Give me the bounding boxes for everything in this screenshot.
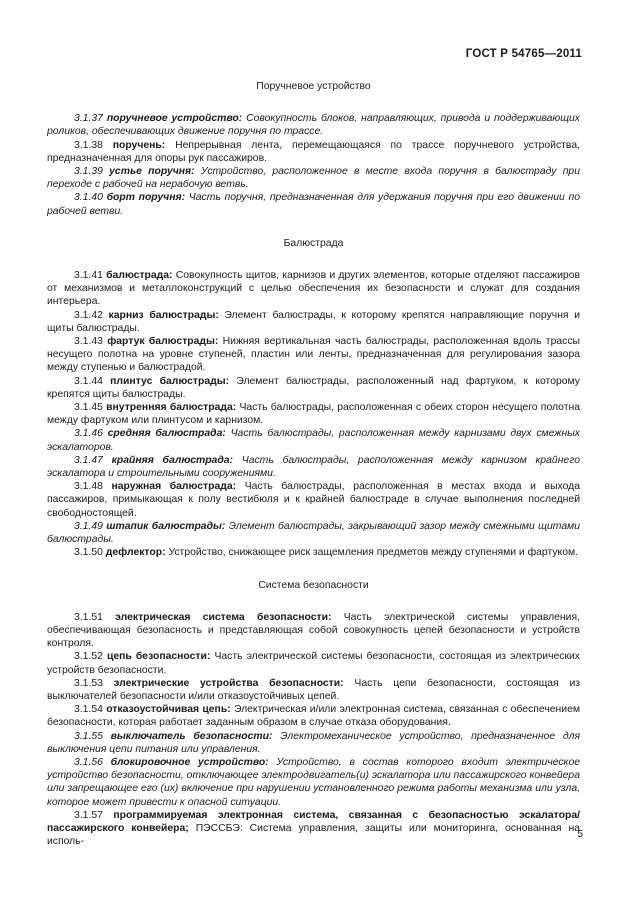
definition-text: Непрерывная лента, перемещающаяся по трассе поручневого устройства, предназначенная для опоры рук пассажиров.: [47, 139, 580, 164]
definition-term: электрические устройства безопасности:: [113, 677, 344, 689]
page-content: [47, 80, 580, 867]
definition-term: выключатель безопасности:: [110, 730, 273, 742]
definition-text: Элемент балюстрады, закрывающий зазор между смежными щитами балюстрады.: [47, 520, 580, 546]
definition-item: [47, 375, 580, 401]
definition-item: [47, 112, 580, 138]
section-heading: Балюстрада: [283, 237, 344, 249]
definition-text: Устройство, расположенное в месте входа поручня в балюстраду при переходе с рабочей на нерабочую ветвь.: [47, 166, 580, 191]
section-heading: Поручневое устройство: [256, 81, 371, 92]
definition-item: [47, 650, 580, 676]
definition-text: Электрическая и/или электронная система, связанная с обеспечением безопасности, которая работает заданным образом в случае отказа оборудования.: [47, 704, 580, 729]
definition-text: Совокупность щитов, карнизов и других элементов, которые отделяют пассажиров от механизмов и металлоконструкций с целью обеспечения их безопасности и служат для создания интерьера.: [47, 270, 581, 308]
definition-number: 3.1.54: [74, 704, 103, 716]
definition-term: крайняя балюстрада:: [111, 454, 233, 466]
definition-term: устье поручня:: [109, 166, 195, 178]
definition-text: Электромеханическое устройство, предназначенное для выключения цепи питания или управления.: [47, 730, 581, 755]
definition-text: Часть балюстрады, расположенная в местах входа и выхода пассажиров, примыкающая к полу вестибюля и к крайней балюстраде в случае выполнения последней свободностоящей.: [47, 481, 581, 519]
definition-term: наружная балюстрада:: [111, 481, 237, 493]
definition-number: 3.1.51: [74, 611, 103, 623]
definition-term: поручень:: [112, 139, 166, 151]
definition-term: плинтус балюстрады:: [110, 375, 230, 387]
definition-term: программируемая электронная система, связанная с безопасностью эскалатора/пассажирского конвейера;: [47, 809, 580, 834]
definition-number: 3.1.46: [74, 428, 103, 440]
definition-number: 3.1.45: [74, 402, 103, 414]
definition-item: [47, 269, 580, 309]
definition-text: Нижняя вертикальная часть балюстрады, расположенная вдоль трассы несущего полотна на уровне ступеней, пластин или ленты, предназначенная для регулирования зазора между ступенью и балюстрадой.: [47, 336, 580, 374]
definition-item: [47, 191, 580, 217]
definition-item: [47, 454, 580, 480]
definition-term: фартук балюстрады:: [107, 336, 219, 348]
section-safety-system: [47, 579, 580, 849]
definition-item: [47, 809, 580, 849]
section-handrail: [47, 80, 580, 218]
section-heading: Система безопасности: [258, 579, 369, 591]
definition-item: [47, 611, 580, 651]
definition-number: 3.1.39: [74, 166, 103, 178]
definition-text: Часть поручня, предназначенная для удержания поручня при его движении по рабочей ветви.: [47, 192, 580, 217]
definition-item: [47, 730, 580, 756]
definition-text: Совокупность блоков, направляющих, привода и поддерживающих роликов, обеспечивающих движение поручня по трассе.: [47, 113, 581, 138]
definition-number: 3.1.41: [74, 270, 103, 282]
definition-number: 3.1.43: [74, 336, 103, 348]
definition-number: 3.1.44: [74, 375, 103, 387]
definition-term: цепь безопасности:: [106, 651, 211, 663]
definition-number: 3.1.53: [74, 677, 103, 689]
definition-text: Часть балюстрады, расположенная с обеих сторон несущего полотна между фартуком или плинтусом и карнизом.: [47, 402, 580, 427]
definition-text: Часть балюстрады, расположенная между карнизом крайнего эскалатора и строительными сооружениями.: [47, 454, 580, 480]
definition-text: Устройство, снижающее риск защемления предметов между ступенями и фартуком.: [168, 547, 579, 559]
definition-number: 3.1.37: [74, 113, 103, 125]
definition-number: 3.1.40: [74, 192, 103, 204]
definition-item: [47, 756, 580, 809]
definition-item: [47, 546, 580, 559]
definition-item: [47, 401, 580, 427]
definition-item: [47, 309, 580, 335]
definition-term: борт поручня:: [106, 192, 186, 204]
definition-term: штапик балюстрады:: [106, 520, 226, 532]
definition-term: балюстрада:: [106, 270, 173, 282]
definition-number: 3.1.57: [74, 809, 103, 821]
definition-term: поручневое устройство:: [106, 113, 243, 125]
definition-number: 3.1.48: [74, 481, 103, 493]
definition-number: 3.1.38: [74, 139, 103, 151]
section-balustrade: [47, 237, 580, 560]
definition-number: 3.1.52: [74, 651, 103, 663]
definition-item: [47, 165, 580, 191]
definition-item: [47, 703, 580, 729]
definition-number: 3.1.50: [74, 547, 103, 559]
page-number: 5: [577, 829, 583, 840]
definition-text: Часть балюстрады, расположенная между карнизами двух смежных эскалаторов.: [47, 428, 581, 453]
standard-number: ГОСТ Р 54765—2011: [465, 48, 582, 60]
definition-text: Элемент балюстрады, расположенный над фартуком, к которому крепятся щиты балюстрады.: [47, 375, 580, 400]
definition-item: [47, 139, 580, 165]
definition-text: Часть электрической системы безопасности, состоящая из электрических устройств безопасности.: [47, 651, 580, 676]
definition-text: Часть электрической системы управления, обеспечивающая безопасность и представляющая собой совокупность цепей безопасности и устройств контроля.: [47, 611, 580, 650]
definition-number: 3.1.47: [74, 454, 103, 466]
definition-text: Устройство, в состав которого входит электрическое устройство безопасности, отключающее электродвигатель(и) эскалатора или пассажирского конвейера или запрещающее его (их) включение при нарушении установленного режима работы механизма или узла, которое может привести к опасной ситуации.: [47, 756, 581, 808]
definition-item: [47, 335, 580, 375]
definition-term: средняя балюстрада:: [107, 428, 226, 440]
definition-term: отказоустойчивая цепь:: [106, 704, 231, 716]
definition-term: блокировочное устройство:: [110, 756, 269, 768]
definition-text: ПЭССБЭ: Система управления, защиты или мониторинга, основанная на исполь-: [47, 822, 581, 848]
definition-text: Элемент балюстрады, к которому крепятся направляющие поручня и щиты балюстрады.: [47, 309, 580, 334]
definition-text: Часть цепи безопасности, состоящая из выключателей безопасности и/или отказоустойчивых цепей.: [47, 677, 581, 702]
definition-number: 3.1.42: [74, 309, 103, 321]
definition-item: [47, 520, 580, 546]
definition-number: 3.1.55: [74, 730, 103, 742]
definition-item: [47, 677, 580, 703]
definition-term: электрическая система безопасности:: [115, 611, 332, 623]
definition-item: [47, 480, 580, 520]
definition-term: дефлектор:: [105, 547, 166, 559]
definition-item: [47, 427, 580, 453]
definition-term: внутренняя балюстрада:: [106, 402, 237, 414]
definition-number: 3.1.49: [74, 520, 103, 532]
definition-term: карниз балюстрады:: [108, 309, 219, 321]
definition-number: 3.1.56: [74, 756, 103, 768]
